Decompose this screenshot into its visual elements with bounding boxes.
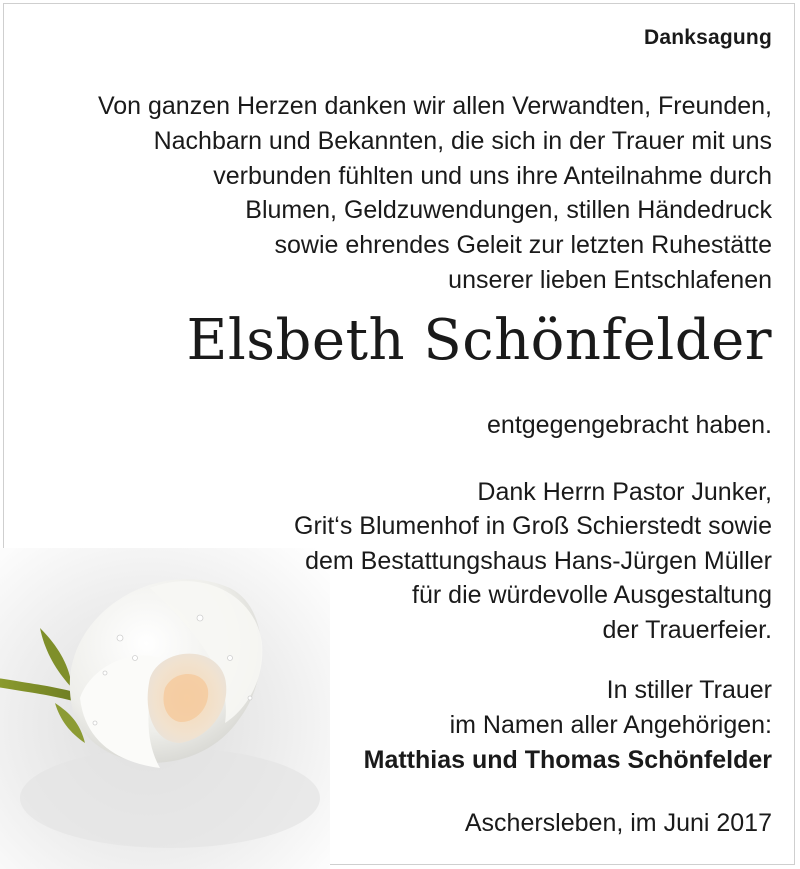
thanks-line: für die würdevolle Ausgestaltung — [412, 581, 772, 610]
thanks-paragraph — [172, 475, 772, 647]
signers: Matthias und Thomas Schönfelder — [363, 745, 772, 774]
deceased-name: Elsbeth Schönfelder — [186, 308, 772, 373]
thanks-line: dem Bestattungshaus Hans-Jürgen Müller — [305, 546, 772, 575]
intro-line: unserer lieben Entschlafenen — [448, 265, 772, 294]
thanks-line: Dank Herrn Pastor Junker, — [477, 478, 772, 506]
thanks-line: Grit‘s Blumenhof in Groß Schierstedt sowie — [294, 512, 772, 541]
intro-line: Blumen, Geldzuwendungen, stillen Händedruck — [245, 196, 772, 225]
place-date: Aschersleben, im Juni 2017 — [464, 809, 772, 837]
closing-line: In stiller Trauer — [606, 676, 772, 704]
closing-block — [172, 673, 772, 777]
after-name-text: entgegengebracht haben. — [487, 411, 772, 439]
thanks-line: der Trauerfeier. — [602, 615, 772, 644]
closing-line: im Namen aller Angehörigen: — [449, 710, 772, 739]
intro-line: verbunden fühlten und uns ihre Anteilnahme durch — [213, 161, 772, 190]
intro-line: Nachbarn und Bekannten, die sich in der Trauer mit uns — [153, 126, 772, 155]
intro-line: sowie ehrendes Geleit zur letzten Ruhestätte — [274, 231, 772, 260]
notice-heading: Danksagung — [643, 26, 772, 49]
intro-line: Von ganzen Herzen danken wir allen Verwandten, Freunden, — [97, 92, 772, 120]
intro-paragraph — [12, 89, 772, 298]
